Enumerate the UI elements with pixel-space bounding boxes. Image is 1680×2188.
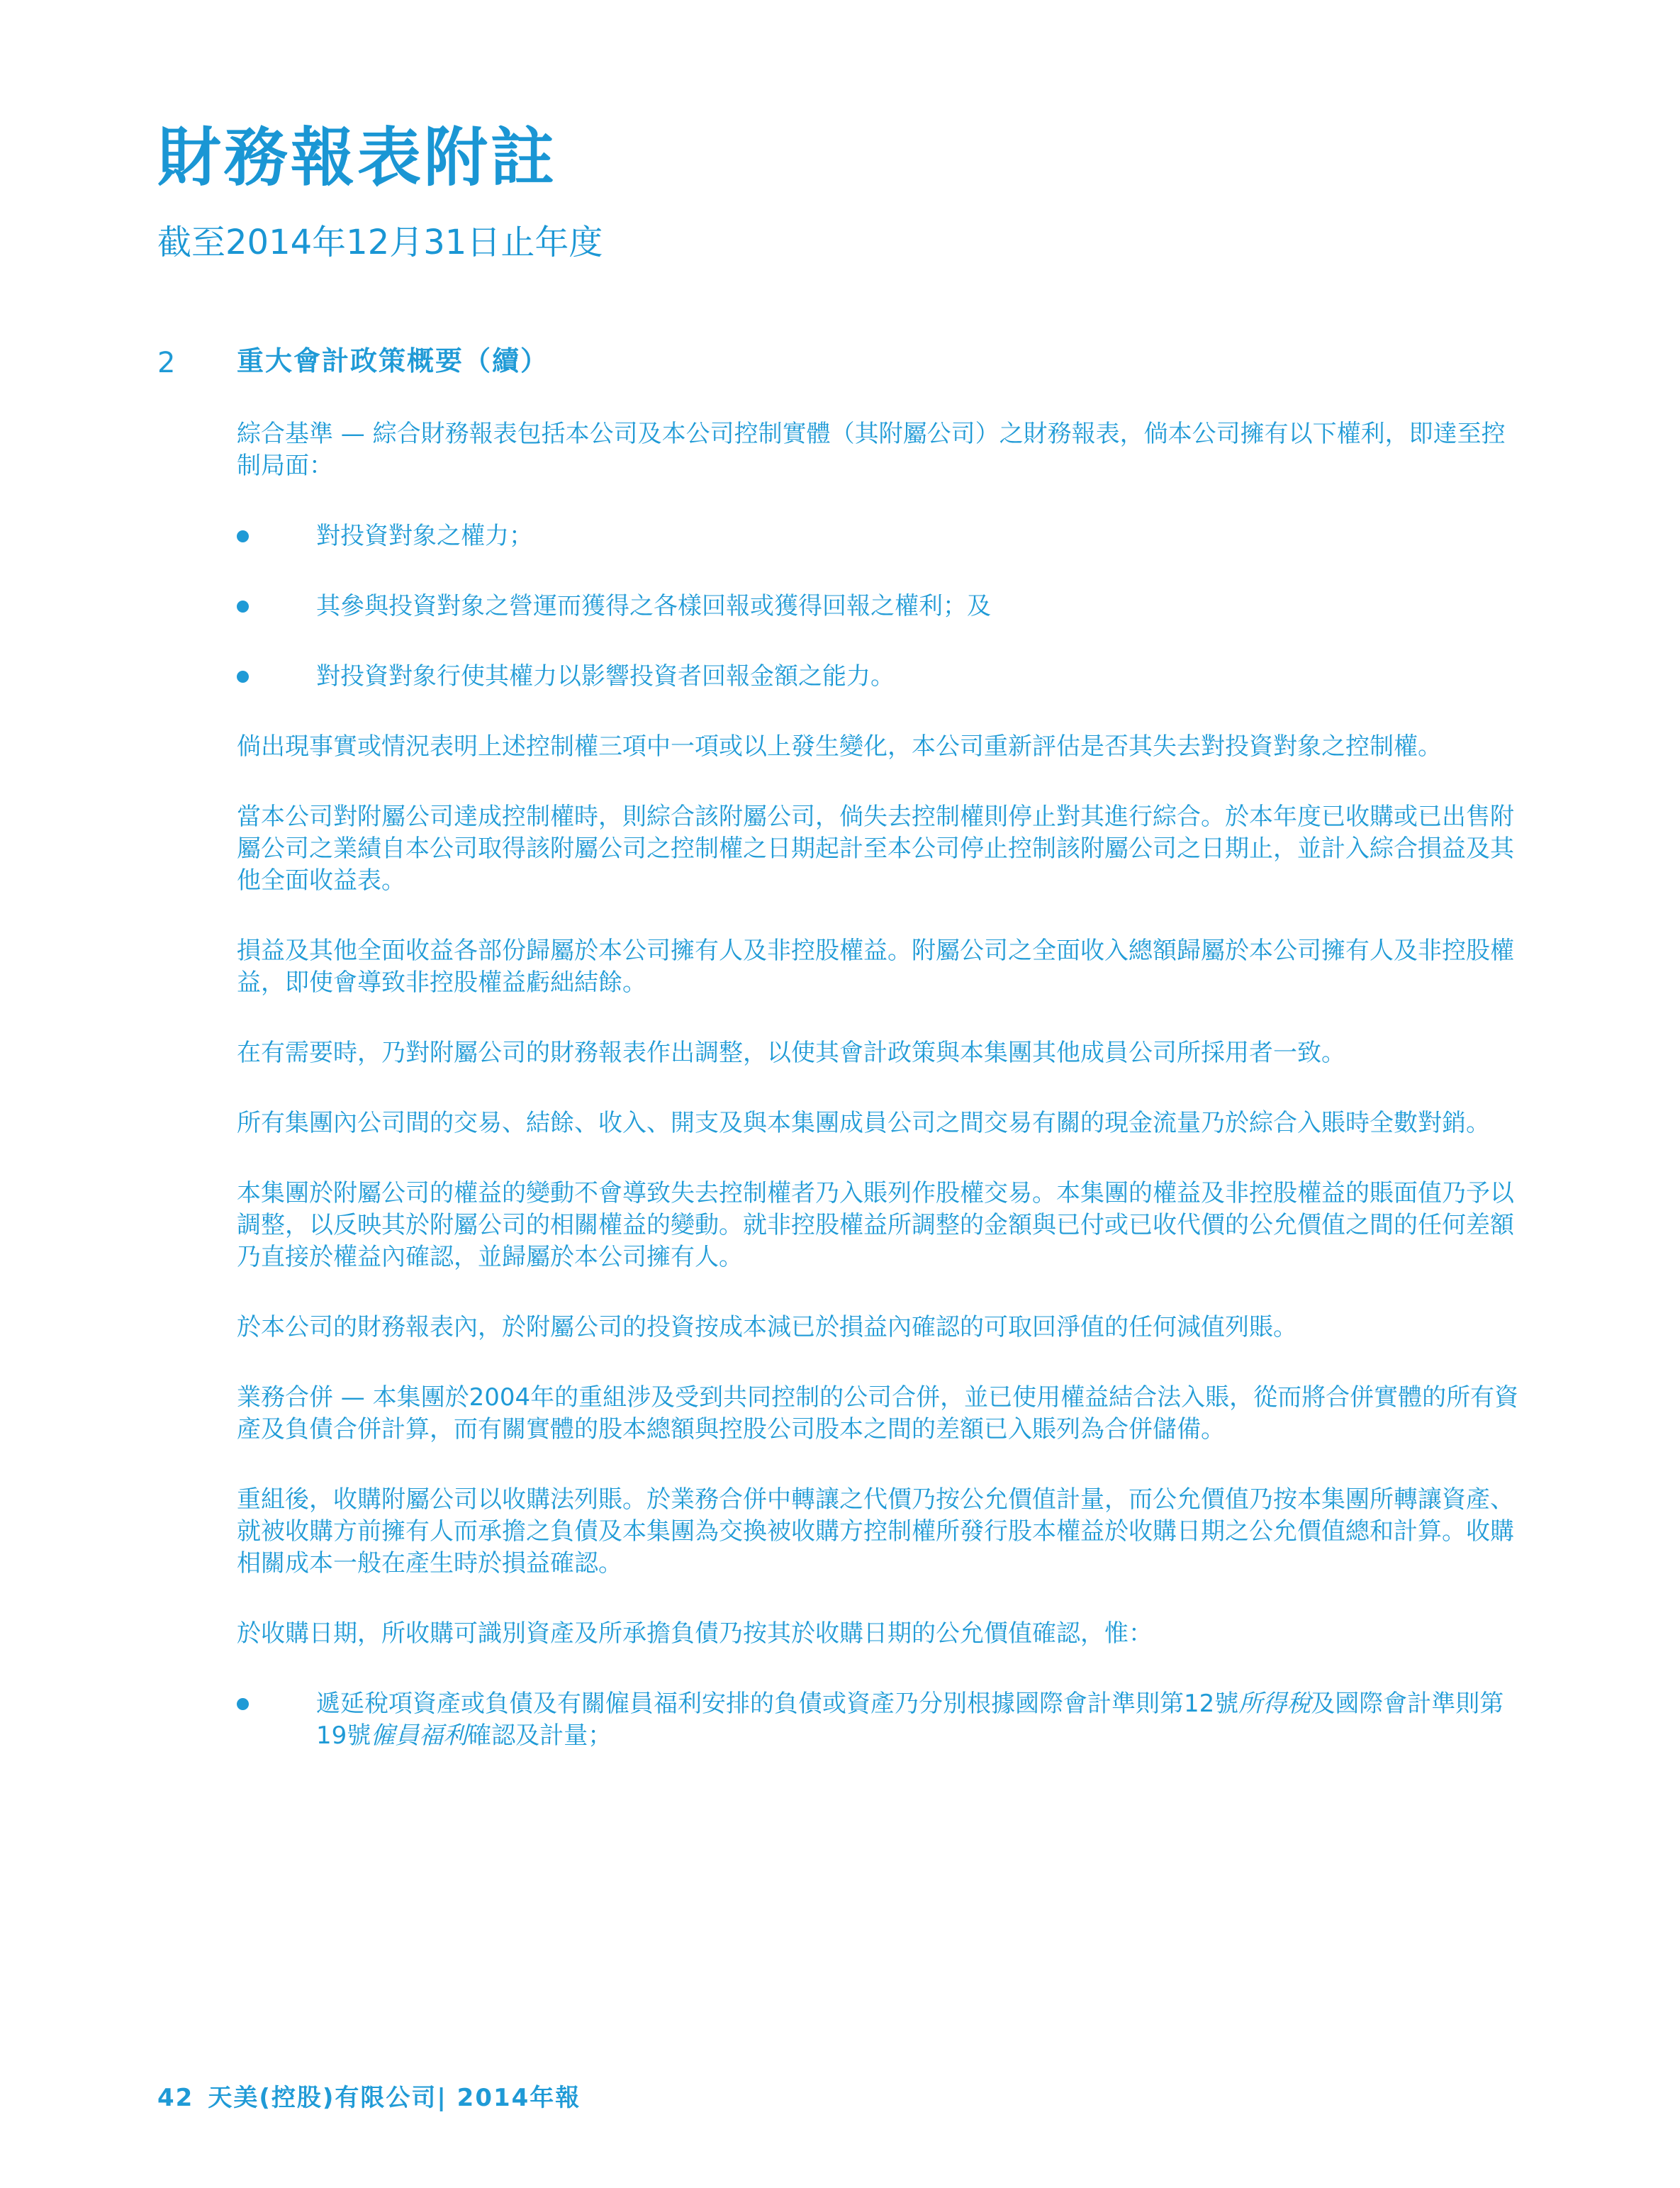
bullet-item xyxy=(237,1688,1527,1752)
bullet-item xyxy=(237,591,1527,623)
paragraph-reassessment: 倘出現事實或情況表明上述控制權三項中一項或以上發生變化，本公司重新評估是否其失去對投資對象之控制權。 xyxy=(237,732,1442,761)
bullet-dot-icon xyxy=(237,601,249,613)
section-heading: 重大會計政策概要（續） xyxy=(237,345,549,376)
footer-company: 天美(控股)有限公司| 2014年報 xyxy=(208,2084,581,2112)
paragraph-business-combinations: 業務合併 — 本集團於2004年的重組涉及受到共同控制的公司合併，並已使用權益結合法入賬，從而將合併實體的所有資產及負債合併計算，而有關實體的股本總額與控股公司股本之間的差額已入賬列為合併儲備。 xyxy=(237,1383,1519,1444)
page-title: 財務報表附註 xyxy=(157,121,557,195)
paragraph-company-investments: 於本公司的財務報表內，於附屬公司的投資按成本減已於損益內確認的可取回淨值的任何減值列賬。 xyxy=(237,1313,1297,1341)
paragraph-adjustments: 在有需要時，乃對附屬公司的財務報表作出調整，以使其會計政策與本集團其他成員公司所採用者一致。 xyxy=(237,1039,1345,1067)
paragraph-acquisition-method: 重組後，收購附屬公司以收購法列賬。於業務合併中轉讓之代價乃按公允價值計量，而公允價值乃按本集團所轉讓資產、就被收購方前擁有人而承擔之負債及本集團為交換被收購方控制權所發行股本權益於收購日期之公允價值總和計算。收購相關成本一般在產生時於損益確認。 xyxy=(237,1485,1514,1578)
bullet-dot-icon xyxy=(237,1698,249,1710)
page-footer xyxy=(157,2086,595,2110)
bullet-text: 對投資對象之權力； xyxy=(316,522,533,550)
bullet-dot-icon xyxy=(237,530,249,542)
bullet-item xyxy=(237,661,1527,693)
bullet-text-part: 遞延稅項資產或負債及有關僱員福利安排的負債或資產乃分別根據國際會計準則第12號 xyxy=(316,1690,1239,1718)
bullet-text: 其參與投資對象之營運而獲得之各樣回報或獲得回報之權利；及 xyxy=(316,592,991,620)
paragraph-consolidation-timing: 當本公司對附屬公司達成控制權時，則綜合該附屬公司，倘失去控制權則停止對其進行綜合。於本年度已收購或已出售附屬公司之業績自本公司取得該附屬公司之控制權之日期起計至本公司停止控制該附屬公司之日期止，並計入綜合損益及其他全面收益表。 xyxy=(237,803,1514,895)
bullet-text-part: 確認及計量； xyxy=(467,1721,612,1750)
paragraph-eliminations: 所有集團內公司間的交易、結餘、收入、開支及與本集團成員公司之間交易有關的現金流量乃於綜合入賬時全數對銷。 xyxy=(237,1109,1490,1137)
standard-title-income-tax: 所得稅 xyxy=(1238,1690,1311,1718)
paragraph-ownership-changes: 本集團於附屬公司的權益的變動不會導致失去控制權者乃入賬列作股權交易。本集團的權益及非控股權益的賬面值乃予以調整，以反映其於附屬公司的相關權益的變動。就非控股權益所調整的金額與已付或已收代價的公允價值之間的任何差額乃直接於權益內確認，並歸屬於本公司擁有人。 xyxy=(237,1179,1514,1271)
paragraph-basis-of-consolidation: 綜合基準 — 綜合財務報表包括本公司及本公司控制實體（其附屬公司）之財務報表，倘本公司擁有以下權利，即達至控制局面： xyxy=(237,420,1506,480)
notes-body xyxy=(237,418,1527,1790)
bullet-text-part: 及國際會計準則第19號 xyxy=(316,1690,1504,1750)
paragraph-attribution: 損益及其他全面收益各部份歸屬於本公司擁有人及非控股權益。附屬公司之全面收入總額歸屬於本公司擁有人及非控股權益，即使會導致非控股權益虧絀結餘。 xyxy=(237,937,1514,997)
section-number: 2 xyxy=(157,347,176,379)
paragraph-acquisition-date: 於收購日期，所收購可識別資產及所承擔負債乃按其於收購日期的公允價值確認，惟： xyxy=(237,1619,1153,1648)
bullet-text: 對投資對象行使其權力以影響投資者回報金額之能力。 xyxy=(316,662,895,691)
page-subtitle: 截至2014年12月31日止年度 xyxy=(157,223,603,262)
standard-title-employee-benefits: 僱員福利 xyxy=(371,1721,468,1750)
bullet-text xyxy=(316,1690,1503,1750)
bullet-dot-icon xyxy=(237,671,249,683)
page-number: 42 xyxy=(157,2084,194,2112)
bullet-item xyxy=(237,520,1527,552)
